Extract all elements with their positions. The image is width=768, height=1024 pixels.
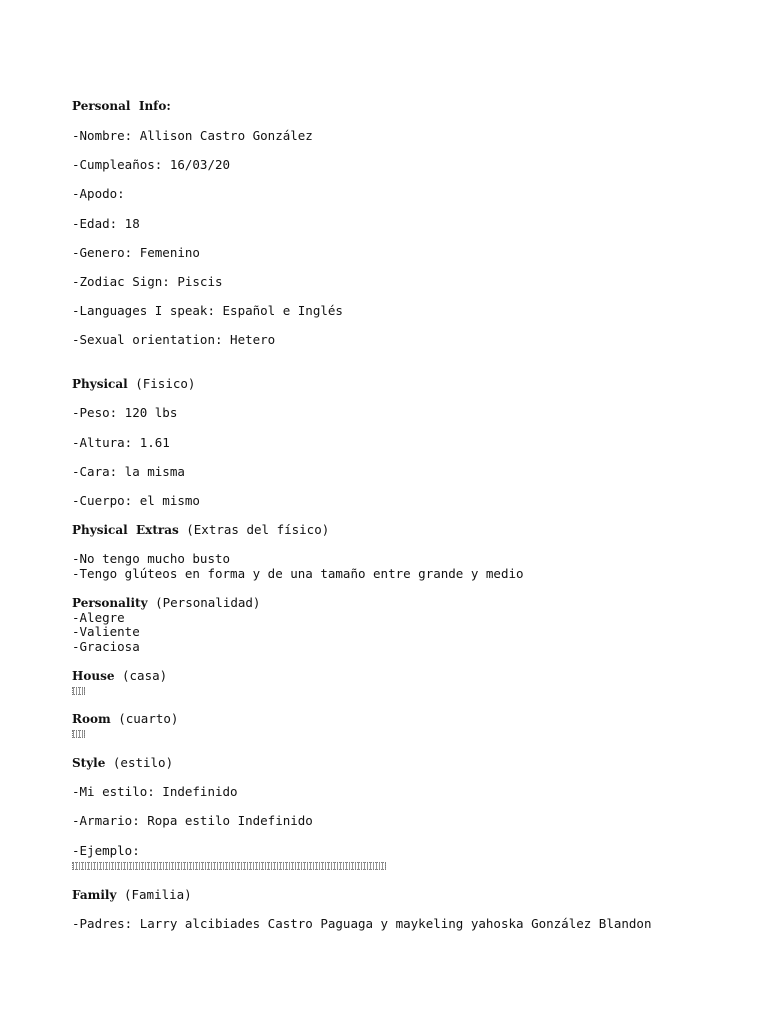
personal-line-edad: -Edad: 18 — [72, 215, 140, 231]
section-physical-extras-heading — [72, 523, 732, 538]
physical-line-peso: -Peso: 120 lbs — [72, 405, 178, 420]
style-line-armario: -Armario: Ropa estilo Indefinido — [72, 813, 313, 828]
personal-heading-text: Personal Info — [72, 99, 167, 113]
personal-line-zodiac: -Zodiac Sign: Piscis — [72, 273, 223, 289]
personal-heading-colon: : — [166, 99, 171, 113]
missing-image-icon — [72, 687, 85, 695]
physical-line-cuerpo: -Cuerpo: el mismo — [72, 492, 200, 508]
personal-line-apodo: -Apodo: — [72, 186, 125, 201]
personality-line-valiente: -Valiente — [72, 624, 140, 639]
physical-extras-line-busto: -No tengo mucho busto — [72, 551, 231, 566]
physical-heading-text: Physical — [72, 377, 128, 391]
family-heading-subtitle: (Familia) — [116, 886, 192, 902]
style-heading-text: Style — [72, 756, 106, 770]
house-glyph-row — [72, 683, 732, 698]
missing-image-strip-icon — [72, 862, 386, 870]
section-room-heading — [72, 712, 732, 727]
personal-line-genero: -Genero: Femenino — [72, 244, 200, 260]
personality-line-graciosa: -Graciosa — [72, 638, 140, 654]
personality-line-alegre: -Alegre — [72, 609, 125, 625]
physical-line-cara: -Cara: la misma — [72, 463, 185, 479]
style-line-ejemplo: -Ejemplo: — [72, 842, 140, 858]
document-page — [72, 99, 732, 931]
room-glyph-row — [72, 727, 732, 742]
style-line-mi-estilo: -Mi estilo: Indefinido — [72, 784, 238, 799]
missing-image-icon — [72, 730, 85, 738]
family-heading-text: Family — [72, 887, 117, 902]
physical-extras-heading-text: Physical Extras — [72, 523, 179, 537]
family-line-padres: -Padres: Larry alcibiades Castro Paguaga y maykeling yahoska González Blandon — [72, 915, 652, 931]
section-physical-heading — [72, 377, 732, 392]
personality-heading-subtitle: (Personalidad) — [147, 595, 261, 610]
physical-heading-subtitle: (Fisico) — [127, 376, 196, 391]
section-personality-heading — [72, 596, 732, 611]
physical-line-altura: -Altura: 1.61 — [72, 434, 170, 450]
physical-extras-line-gluteos: -Tengo glúteos en forma y de una tamaño entre grande y medio — [72, 565, 524, 581]
style-heading-subtitle: (estilo) — [105, 755, 174, 770]
style-glyph-row — [72, 858, 732, 873]
section-house-heading — [72, 669, 732, 684]
section-style-heading — [72, 756, 732, 771]
section-family-heading — [72, 888, 732, 903]
house-heading-text: House — [72, 668, 115, 683]
room-heading-text: Room — [72, 712, 111, 726]
personal-line-orientation: -Sexual orientation: Hetero — [72, 332, 276, 347]
physical-extras-heading-subtitle: (Extras del físico) — [178, 522, 330, 537]
personal-line-languages: -Languages I speak: Español e Inglés — [72, 303, 343, 318]
personality-heading-text: Personality — [72, 596, 148, 610]
personal-line-cumpleanos: -Cumpleaños: 16/03/20 — [72, 157, 231, 172]
room-heading-subtitle: (cuarto) — [110, 711, 179, 726]
house-heading-subtitle: (casa) — [114, 667, 168, 683]
section-personal-heading — [72, 99, 732, 114]
personal-line-nombre: -Nombre: Allison Castro González — [72, 127, 313, 143]
